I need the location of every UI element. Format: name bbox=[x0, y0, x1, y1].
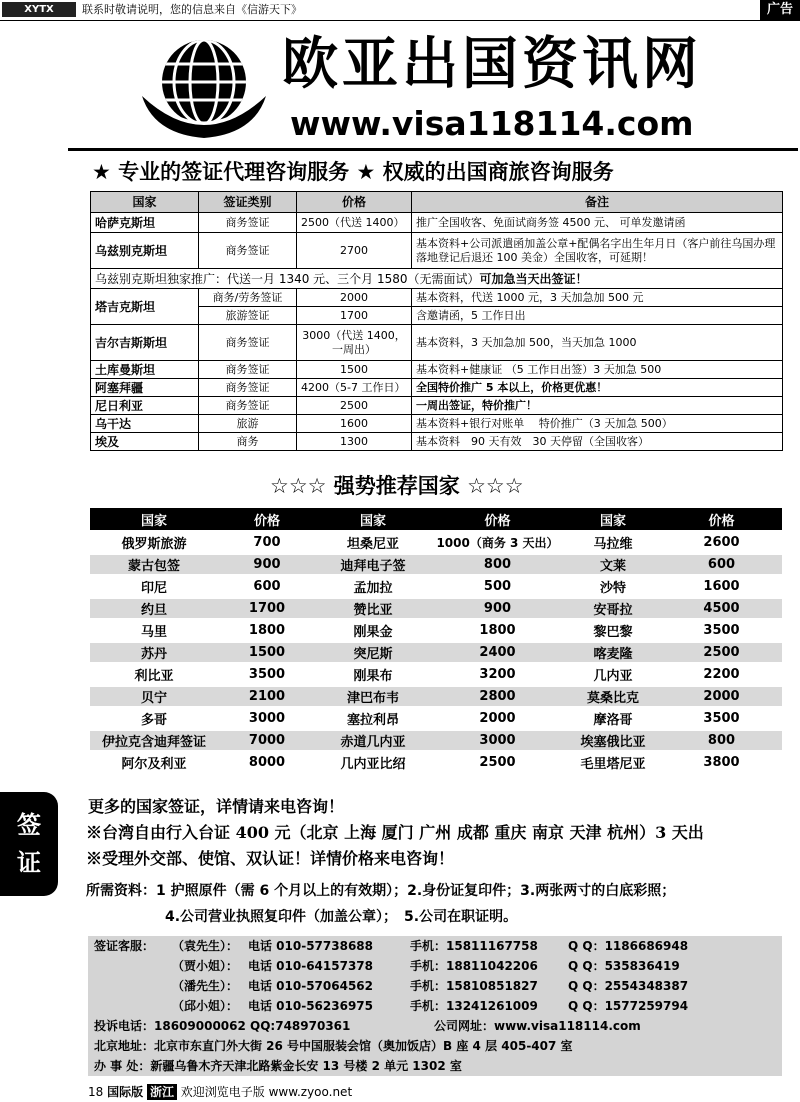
price-cell: 1700 bbox=[218, 599, 316, 618]
contact-qq[interactable]: Q Q：1577259794 bbox=[568, 999, 689, 1013]
type-cell: 商务签证 bbox=[199, 233, 297, 269]
country-cell: 埃塞俄比亚 bbox=[565, 731, 661, 750]
price-cell: 3800 bbox=[703, 755, 740, 770]
edition-label: 国际版 bbox=[107, 1085, 144, 1099]
country-cell: 摩洛哥 bbox=[593, 713, 633, 728]
required-documents-line: 4.公司营业执照复印件（加盖公章）； 5.公司在职证明。 bbox=[165, 909, 518, 925]
contact-box bbox=[88, 936, 782, 1076]
recommend-table-body bbox=[90, 533, 782, 772]
contact-name: （潘先生）： bbox=[172, 979, 239, 993]
header-price: 价格 bbox=[430, 508, 565, 530]
price-cell: 4500 bbox=[661, 599, 782, 618]
header-country: 国家 bbox=[91, 192, 199, 213]
section-tab bbox=[0, 792, 58, 896]
country-cell: 坦桑尼亚 bbox=[346, 537, 399, 552]
country-cell: 阿塞拜疆 bbox=[91, 379, 199, 397]
table-row bbox=[91, 325, 783, 361]
contact-mobile[interactable]: 手机：15811167758 bbox=[410, 939, 538, 953]
promo-text: 乌兹别克斯坦独家推广：代送一月 1340 元、三个月 1580（无需面试） bbox=[95, 271, 480, 286]
country-cell: 俄罗斯旅游 bbox=[121, 537, 187, 552]
country-cell: 尼日利亚 bbox=[91, 397, 199, 415]
price-cell: 3200 bbox=[479, 667, 516, 682]
price-cell: 2000 bbox=[479, 711, 516, 726]
table-row bbox=[91, 415, 783, 433]
price-cell: 2500 bbox=[479, 755, 516, 770]
price-line: 一周出） bbox=[332, 342, 376, 356]
price-cell: 2700 bbox=[297, 233, 412, 269]
country-cell: 多哥 bbox=[140, 713, 167, 728]
price-cell: 1700 bbox=[297, 307, 412, 325]
price-cell: 4200（5-7 工作日） bbox=[297, 379, 412, 397]
table-header-row bbox=[90, 508, 782, 530]
country-cell: 毛里塔尼亚 bbox=[580, 757, 646, 772]
table-row bbox=[90, 599, 782, 618]
contact-qq[interactable]: Q Q：1186686948 bbox=[568, 939, 689, 953]
country-cell: 印尼 bbox=[140, 581, 167, 596]
promo-highlight: 可加急当天出签证！ bbox=[479, 271, 588, 286]
price-cell: 2400 bbox=[430, 643, 565, 662]
tab-char: 证 bbox=[17, 849, 41, 877]
website-url[interactable]: www.visa118114.com bbox=[290, 104, 694, 143]
price-cell: 1600 bbox=[297, 415, 412, 433]
type-cell: 商务签证 bbox=[199, 325, 297, 361]
header-country: 国家 bbox=[316, 508, 430, 530]
page-number: 18 bbox=[88, 1085, 104, 1099]
note-cell: 基本资料，代送 1000 元，3 天加急加 500 元 bbox=[412, 289, 783, 307]
price-cell: 2200 bbox=[703, 667, 740, 682]
country-cell: 赞比亚 bbox=[316, 599, 430, 618]
country-cell: 迪拜电子签 bbox=[316, 555, 430, 574]
type-cell: 旅游 bbox=[199, 415, 297, 433]
contact-name: （袁先生）： bbox=[172, 939, 239, 953]
header-visa-type: 签证类别 bbox=[199, 192, 297, 213]
country-cell: 喀麦隆 bbox=[565, 643, 661, 662]
price-cell: 1800 bbox=[479, 623, 516, 638]
visa-price-table bbox=[90, 191, 783, 451]
table-row bbox=[91, 433, 783, 451]
price-cell: 2500 bbox=[297, 397, 412, 415]
contact-mobile[interactable]: 手机：13241261009 bbox=[410, 999, 538, 1013]
taiwan-permit-line: ※台湾自由行入台证 400 元（北京 上海 厦门 广州 成都 重庆 南京 天津 杭州）3 天出 bbox=[86, 823, 704, 842]
top-bar bbox=[0, 0, 800, 21]
price-cell: 7000 bbox=[218, 731, 316, 750]
price-cell: 700 bbox=[253, 535, 281, 550]
type-cell: 商务签证 bbox=[199, 213, 297, 233]
note-cell: 基本资料+公司派遣函加盖公章+配偶名字出生年月日（客户前往乌国办理落地登记后退还 100 美金）全国收客，可延期！ bbox=[412, 233, 783, 269]
price-cell: 2100 bbox=[218, 687, 316, 706]
top-notice: 联系时敬请说明，您的信息来自《信游天下》 bbox=[82, 3, 302, 16]
contact-phone[interactable]: 电话 010-56236975 bbox=[248, 999, 374, 1013]
contact-phone[interactable]: 电话 010-64157378 bbox=[248, 959, 374, 973]
region-badge: 浙江 bbox=[147, 1084, 177, 1100]
price-cell: 900 bbox=[218, 555, 316, 574]
price-cell: 600 bbox=[661, 555, 782, 574]
table-row bbox=[91, 361, 783, 379]
price-cell: 900 bbox=[430, 599, 565, 618]
country-cell: 刚果金 bbox=[353, 625, 393, 640]
country-cell: 吉尔吉斯斯坦 bbox=[91, 325, 199, 361]
price-cell: 3000 bbox=[430, 731, 565, 750]
price-cell: 1300 bbox=[297, 433, 412, 451]
price-cell: 1500 bbox=[218, 643, 316, 662]
header-price: 价格 bbox=[661, 508, 782, 530]
country-cell: 埃及 bbox=[91, 433, 199, 451]
country-cell: 乌干达 bbox=[91, 415, 199, 433]
contact-phone[interactable]: 电话 010-57738688 bbox=[248, 939, 374, 953]
contact-label: 签证客服： bbox=[94, 939, 155, 953]
country-cell: 土库曼斯坦 bbox=[91, 361, 199, 379]
country-cell: 几内亚比绍 bbox=[340, 757, 406, 772]
table-row bbox=[91, 289, 783, 307]
price-cell: 1000（商务 3 天出） bbox=[436, 536, 559, 550]
price-cell: 800 bbox=[430, 555, 565, 574]
globe-logo-icon bbox=[134, 34, 274, 142]
price-cell: 800 bbox=[661, 731, 782, 750]
table-row bbox=[91, 213, 783, 233]
price-cell: 2800 bbox=[430, 687, 565, 706]
country-cell: 苏丹 bbox=[90, 643, 218, 662]
price-cell: 3500 bbox=[703, 623, 740, 638]
country-cell: 突尼斯 bbox=[316, 643, 430, 662]
price-cell: 500 bbox=[483, 579, 512, 594]
note-cell: 基本资料 90 天有效 30 天停留（全国收客） bbox=[412, 433, 783, 451]
country-cell: 莫桑比克 bbox=[565, 687, 661, 706]
country-cell: 阿尔及利亚 bbox=[121, 757, 187, 772]
country-cell: 安哥拉 bbox=[565, 599, 661, 618]
beijing-address: 北京地址：北京市东直门外大街 26 号中国服装会馆（奥加饭店）B 座 4 层 405-407 室 bbox=[94, 1039, 573, 1053]
country-cell: 黎巴黎 bbox=[593, 625, 633, 640]
type-cell: 商务 bbox=[199, 433, 297, 451]
contact-qq[interactable]: Q Q：535836419 bbox=[568, 959, 680, 973]
table-row bbox=[91, 379, 783, 397]
note-cell: 含邀请函，5 工作日出 bbox=[412, 307, 783, 325]
country-cell: 塔吉克斯坦 bbox=[91, 289, 199, 325]
table-row bbox=[91, 397, 783, 415]
price-cell: 8000 bbox=[248, 755, 286, 770]
table-row bbox=[90, 621, 782, 640]
country-cell: 蒙古包签 bbox=[90, 555, 218, 574]
table-row bbox=[90, 731, 782, 750]
divider bbox=[68, 148, 798, 151]
note-cell: 基本资料+银行对账单 特价推广（3 天加急 500） bbox=[412, 415, 783, 433]
header-country: 国家 bbox=[90, 508, 218, 530]
required-documents-line: 所需资料：1 护照原件（需 6 个月以上的有效期）；2.身份证复印件；3.两张两寸的白底彩照； bbox=[86, 883, 676, 899]
note-cell: 基本资料+健康证 （5 工作日出签）3 天加急 500 bbox=[412, 361, 783, 379]
table-header-row bbox=[91, 192, 783, 213]
price-cell: 2500（代送 1400） bbox=[297, 213, 412, 233]
price-cell: 2000 bbox=[661, 687, 782, 706]
table-row bbox=[90, 643, 782, 662]
more-visas-line: 更多的国家签证，详情请来电咨询！ bbox=[88, 797, 345, 816]
contact-name: （贾小姐）： bbox=[172, 959, 239, 973]
country-cell: 马拉维 bbox=[593, 537, 633, 552]
price-cell bbox=[297, 325, 412, 361]
country-cell: 津巴布韦 bbox=[316, 687, 430, 706]
office-address: 办 事 处：新疆乌鲁木齐天津北路紫金长安 13 号楼 2 单元 1302 室 bbox=[94, 1059, 462, 1073]
contact-phone[interactable]: 电话 010-57064562 bbox=[248, 979, 374, 993]
country-cell: 沙特 bbox=[599, 581, 626, 596]
price-cell: 1600 bbox=[703, 579, 740, 594]
table-row bbox=[91, 233, 783, 269]
promo-cell bbox=[91, 269, 783, 289]
price-cell: 2000 bbox=[297, 289, 412, 307]
note-cell: 基本资料，3 天加急加 500，当天加急 1000 bbox=[412, 325, 783, 361]
ad-label: 广告 bbox=[760, 0, 800, 20]
country-cell: 利比亚 bbox=[134, 669, 174, 684]
price-cell: 1800 bbox=[248, 623, 286, 638]
type-cell: 商务/劳务签证 bbox=[199, 289, 297, 307]
footer-text: 欢迎浏览电子版 www.zyoo.net bbox=[180, 1085, 353, 1099]
country-cell: 马里 bbox=[140, 625, 167, 640]
table-row bbox=[90, 533, 782, 552]
type-cell: 商务签证 bbox=[199, 397, 297, 415]
table-row bbox=[90, 555, 782, 574]
header-note: 备注 bbox=[412, 192, 783, 213]
country-cell: 伊拉克含迪拜签证 bbox=[90, 731, 218, 750]
country-cell: 文莱 bbox=[565, 555, 661, 574]
tab-char: 签 bbox=[17, 811, 41, 839]
table-row bbox=[90, 687, 782, 706]
country-cell: 哈萨克斯坦 bbox=[91, 213, 199, 233]
page-footer bbox=[88, 1084, 352, 1100]
price-line: 3000（代送 1400， bbox=[302, 328, 406, 342]
service-slogan: ★ 专业的签证代理咨询服务 ★ 权威的出国商旅咨询服务 bbox=[92, 160, 614, 184]
country-cell: 刚果布 bbox=[353, 669, 393, 684]
country-cell: 赤道几内亚 bbox=[316, 731, 430, 750]
type-cell: 商务签证 bbox=[199, 379, 297, 397]
contact-qq[interactable]: Q Q：2554348387 bbox=[568, 979, 689, 993]
table-row bbox=[90, 753, 782, 772]
contact-name: （邱小姐）： bbox=[172, 999, 239, 1013]
price-cell: 3500 bbox=[703, 711, 740, 726]
publication-logo: XYTX bbox=[2, 2, 76, 17]
brand-title: 欧亚出国资讯网 bbox=[282, 32, 702, 97]
table-row bbox=[91, 269, 783, 289]
price-cell: 2600 bbox=[703, 535, 740, 550]
price-cell: 600 bbox=[253, 579, 281, 594]
country-cell: 塞拉利昂 bbox=[346, 713, 399, 728]
country-cell: 孟加拉 bbox=[353, 581, 393, 596]
country-cell: 约旦 bbox=[90, 599, 218, 618]
price-cell: 3500 bbox=[248, 667, 286, 682]
type-cell: 商务签证 bbox=[199, 361, 297, 379]
complaint-phone[interactable]: 投诉电话：18609000062 QQ:748970361 bbox=[94, 1019, 351, 1033]
price-cell: 3000 bbox=[248, 711, 286, 726]
country-cell: 几内亚 bbox=[593, 669, 633, 684]
note-cell: 一周出签证，特价推广！ bbox=[412, 397, 783, 415]
price-cell: 2500 bbox=[661, 643, 782, 662]
header-country: 国家 bbox=[565, 508, 661, 530]
recommend-title: ☆☆☆ 强势推荐国家 ☆☆☆ bbox=[270, 474, 524, 498]
company-website[interactable]: 公司网址：www.visa118114.com bbox=[434, 1019, 641, 1033]
header-price: 价格 bbox=[218, 508, 316, 530]
authentication-service-line: ※受理外交部、使馆、双认证！详情价格来电咨询！ bbox=[86, 849, 455, 868]
table-row bbox=[90, 577, 782, 596]
header-price: 价格 bbox=[297, 192, 412, 213]
note-cell: 推广全国收客、免面试商务签 4500 元、 可单发邀请函 bbox=[412, 213, 783, 233]
type-cell: 旅游签证 bbox=[199, 307, 297, 325]
country-cell: 贝宁 bbox=[90, 687, 218, 706]
note-cell: 全国特价推广 5 本以上，价格更优惠！ bbox=[412, 379, 783, 397]
recommend-table bbox=[90, 505, 782, 775]
price-cell: 1500 bbox=[297, 361, 412, 379]
table-row bbox=[90, 709, 782, 728]
contact-mobile[interactable]: 手机：18811042206 bbox=[410, 959, 538, 973]
country-cell: 乌兹别克斯坦 bbox=[91, 233, 199, 269]
contact-mobile[interactable]: 手机：15810851827 bbox=[410, 979, 538, 993]
table-row bbox=[90, 665, 782, 684]
